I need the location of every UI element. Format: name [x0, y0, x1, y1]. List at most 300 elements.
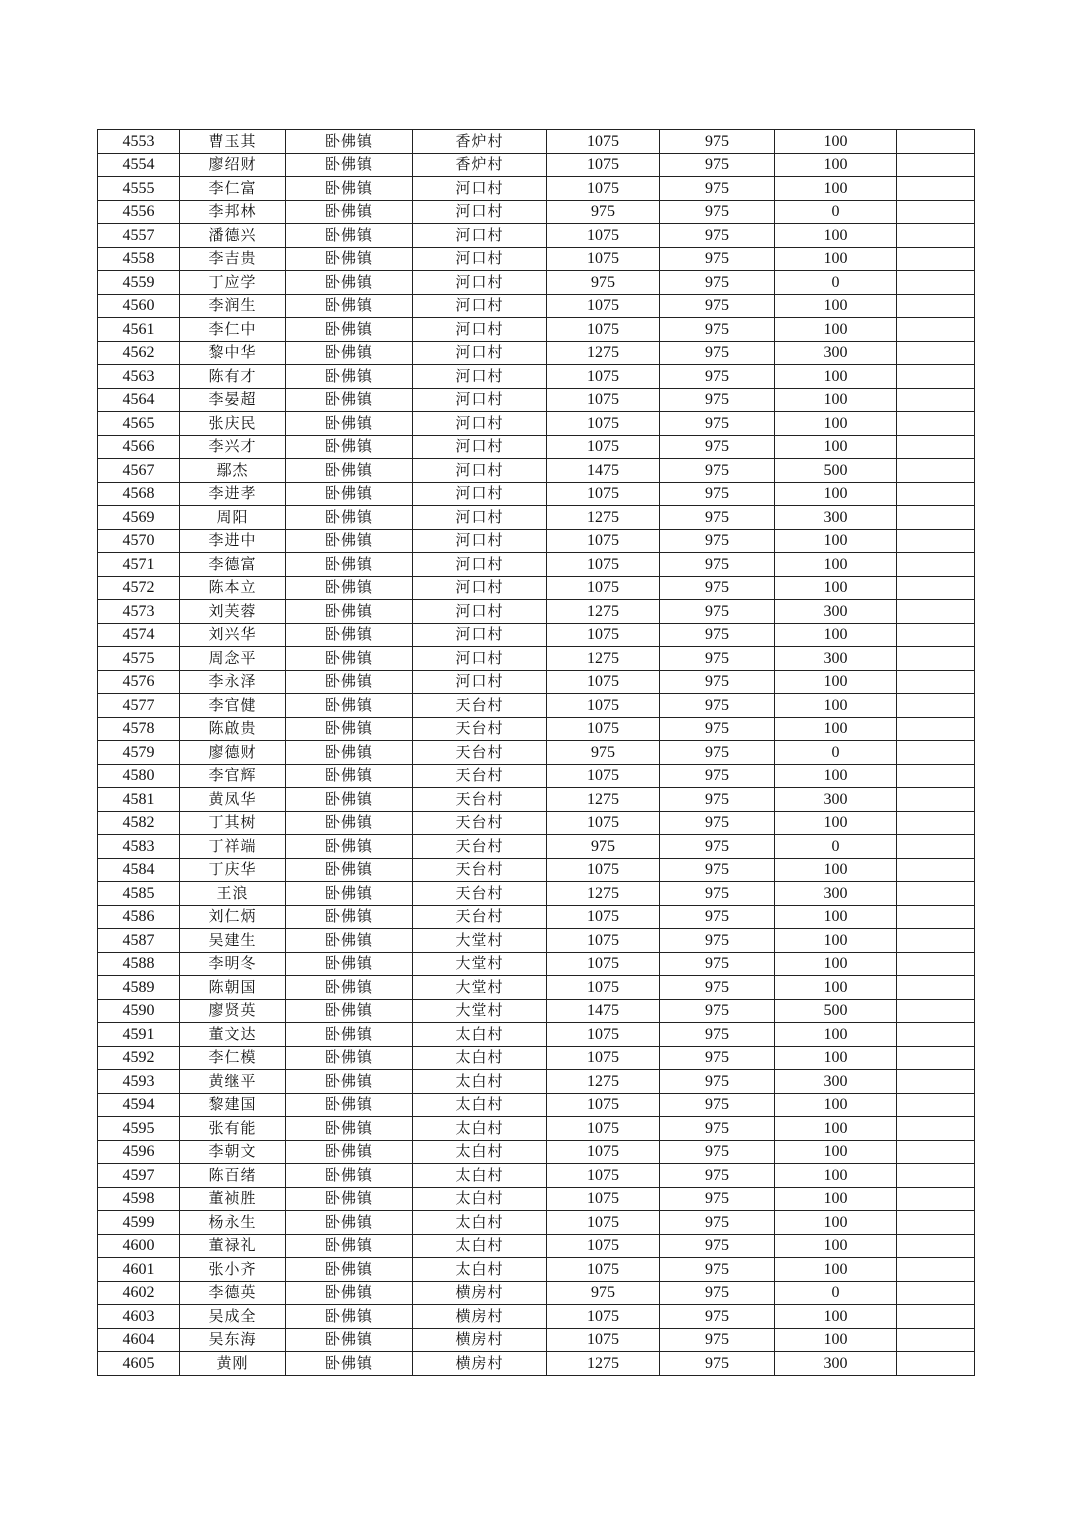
table-row — [98, 976, 975, 1000]
table-row — [98, 1281, 975, 1305]
amount-b-cell: 975 — [660, 1258, 775, 1282]
row-number-cell: 4603 — [98, 1305, 180, 1329]
name-cell: 李进中 — [180, 529, 286, 553]
village-cell: 天台村 — [413, 835, 547, 859]
difference-cell: 300 — [775, 1352, 897, 1376]
amount-b-cell: 975 — [660, 1187, 775, 1211]
row-number-cell: 4587 — [98, 929, 180, 953]
name-cell: 董禄礼 — [180, 1234, 286, 1258]
name-cell: 李德英 — [180, 1281, 286, 1305]
row-number-cell: 4601 — [98, 1258, 180, 1282]
row-number-cell: 4556 — [98, 200, 180, 224]
row-number-cell: 4559 — [98, 271, 180, 295]
remark-cell — [897, 1093, 975, 1117]
amount-a-cell: 1075 — [547, 576, 660, 600]
remark-cell — [897, 482, 975, 506]
amount-b-cell: 975 — [660, 788, 775, 812]
amount-b-cell: 975 — [660, 318, 775, 342]
row-number-cell: 4575 — [98, 647, 180, 671]
amount-b-cell: 975 — [660, 929, 775, 953]
town-cell: 卧佛镇 — [286, 623, 413, 647]
village-cell: 河口村 — [413, 506, 547, 530]
name-cell: 张有能 — [180, 1117, 286, 1141]
town-cell: 卧佛镇 — [286, 929, 413, 953]
amount-b-cell: 975 — [660, 435, 775, 459]
name-cell: 黄凤华 — [180, 788, 286, 812]
row-number-cell: 4590 — [98, 999, 180, 1023]
remark-cell — [897, 858, 975, 882]
village-cell: 太白村 — [413, 1023, 547, 1047]
table-row — [98, 1305, 975, 1329]
row-number-cell: 4600 — [98, 1234, 180, 1258]
village-cell: 太白村 — [413, 1187, 547, 1211]
amount-a-cell: 1075 — [547, 224, 660, 248]
town-cell: 卧佛镇 — [286, 858, 413, 882]
remark-cell — [897, 600, 975, 624]
table-row — [98, 1093, 975, 1117]
village-cell: 河口村 — [413, 482, 547, 506]
difference-cell: 100 — [775, 482, 897, 506]
amount-b-cell: 975 — [660, 647, 775, 671]
name-cell: 李晏超 — [180, 388, 286, 412]
row-number-cell: 4563 — [98, 365, 180, 389]
difference-cell: 100 — [775, 576, 897, 600]
difference-cell: 0 — [775, 200, 897, 224]
table-row — [98, 365, 975, 389]
amount-b-cell: 975 — [660, 200, 775, 224]
amount-a-cell: 1075 — [547, 1093, 660, 1117]
name-cell: 吴成全 — [180, 1305, 286, 1329]
town-cell: 卧佛镇 — [286, 717, 413, 741]
village-cell: 河口村 — [413, 459, 547, 483]
town-cell: 卧佛镇 — [286, 670, 413, 694]
row-number-cell: 4584 — [98, 858, 180, 882]
amount-b-cell: 975 — [660, 365, 775, 389]
amount-a-cell: 1075 — [547, 1046, 660, 1070]
amount-a-cell: 1075 — [547, 1187, 660, 1211]
amount-a-cell: 1475 — [547, 999, 660, 1023]
amount-b-cell: 975 — [660, 1305, 775, 1329]
amount-b-cell: 975 — [660, 717, 775, 741]
row-number-cell: 4579 — [98, 741, 180, 765]
village-cell: 河口村 — [413, 647, 547, 671]
name-cell: 张小齐 — [180, 1258, 286, 1282]
amount-b-cell: 975 — [660, 835, 775, 859]
town-cell: 卧佛镇 — [286, 341, 413, 365]
name-cell: 丁祥端 — [180, 835, 286, 859]
remark-cell — [897, 130, 975, 154]
village-cell: 河口村 — [413, 576, 547, 600]
roster-table — [97, 129, 975, 1376]
table-row — [98, 247, 975, 271]
difference-cell: 0 — [775, 271, 897, 295]
amount-b-cell: 975 — [660, 1234, 775, 1258]
row-number-cell: 4557 — [98, 224, 180, 248]
table-row — [98, 882, 975, 906]
name-cell: 董文达 — [180, 1023, 286, 1047]
row-number-cell: 4597 — [98, 1164, 180, 1188]
name-cell: 周念平 — [180, 647, 286, 671]
remark-cell — [897, 576, 975, 600]
village-cell: 太白村 — [413, 1117, 547, 1141]
town-cell: 卧佛镇 — [286, 694, 413, 718]
remark-cell — [897, 811, 975, 835]
remark-cell — [897, 1187, 975, 1211]
village-cell: 河口村 — [413, 365, 547, 389]
town-cell: 卧佛镇 — [286, 811, 413, 835]
row-number-cell: 4571 — [98, 553, 180, 577]
table-row — [98, 647, 975, 671]
row-number-cell: 4592 — [98, 1046, 180, 1070]
remark-cell — [897, 623, 975, 647]
row-number-cell: 4564 — [98, 388, 180, 412]
difference-cell: 300 — [775, 506, 897, 530]
remark-cell — [897, 224, 975, 248]
row-number-cell: 4570 — [98, 529, 180, 553]
amount-b-cell: 975 — [660, 271, 775, 295]
village-cell: 河口村 — [413, 529, 547, 553]
amount-a-cell: 1075 — [547, 929, 660, 953]
remark-cell — [897, 506, 975, 530]
town-cell: 卧佛镇 — [286, 1140, 413, 1164]
remark-cell — [897, 1258, 975, 1282]
amount-b-cell: 975 — [660, 741, 775, 765]
difference-cell: 300 — [775, 600, 897, 624]
name-cell: 李吉贵 — [180, 247, 286, 271]
table-row — [98, 459, 975, 483]
village-cell: 太白村 — [413, 1164, 547, 1188]
amount-b-cell: 975 — [660, 764, 775, 788]
village-cell: 河口村 — [413, 224, 547, 248]
village-cell: 横房村 — [413, 1352, 547, 1376]
difference-cell: 100 — [775, 670, 897, 694]
remark-cell — [897, 717, 975, 741]
amount-a-cell: 1075 — [547, 858, 660, 882]
name-cell: 黎建国 — [180, 1093, 286, 1117]
town-cell: 卧佛镇 — [286, 1046, 413, 1070]
table-row — [98, 905, 975, 929]
table-row — [98, 835, 975, 859]
amount-b-cell: 975 — [660, 1164, 775, 1188]
name-cell: 李润生 — [180, 294, 286, 318]
name-cell: 李仁模 — [180, 1046, 286, 1070]
amount-b-cell: 975 — [660, 882, 775, 906]
row-number-cell: 4580 — [98, 764, 180, 788]
table-row — [98, 999, 975, 1023]
row-number-cell: 4581 — [98, 788, 180, 812]
village-cell: 横房村 — [413, 1281, 547, 1305]
name-cell: 黄刚 — [180, 1352, 286, 1376]
name-cell: 黄继平 — [180, 1070, 286, 1094]
row-number-cell: 4574 — [98, 623, 180, 647]
amount-a-cell: 1075 — [547, 1023, 660, 1047]
town-cell: 卧佛镇 — [286, 224, 413, 248]
table-row — [98, 435, 975, 459]
remark-cell — [897, 318, 975, 342]
amount-a-cell: 1075 — [547, 623, 660, 647]
name-cell: 刘兴华 — [180, 623, 286, 647]
remark-cell — [897, 435, 975, 459]
name-cell: 黎中华 — [180, 341, 286, 365]
village-cell: 天台村 — [413, 788, 547, 812]
row-number-cell: 4576 — [98, 670, 180, 694]
village-cell: 太白村 — [413, 1211, 547, 1235]
town-cell: 卧佛镇 — [286, 976, 413, 1000]
town-cell: 卧佛镇 — [286, 200, 413, 224]
town-cell: 卧佛镇 — [286, 1093, 413, 1117]
table-row — [98, 858, 975, 882]
difference-cell: 100 — [775, 1093, 897, 1117]
difference-cell: 100 — [775, 1046, 897, 1070]
table-row — [98, 929, 975, 953]
town-cell: 卧佛镇 — [286, 1352, 413, 1376]
amount-b-cell: 975 — [660, 1046, 775, 1070]
village-cell: 横房村 — [413, 1305, 547, 1329]
remark-cell — [897, 1328, 975, 1352]
remark-cell — [897, 1305, 975, 1329]
name-cell: 李邦林 — [180, 200, 286, 224]
amount-a-cell: 1275 — [547, 1352, 660, 1376]
amount-a-cell: 1075 — [547, 388, 660, 412]
amount-b-cell: 975 — [660, 858, 775, 882]
table-row — [98, 1140, 975, 1164]
amount-b-cell: 975 — [660, 1211, 775, 1235]
amount-a-cell: 1075 — [547, 1140, 660, 1164]
town-cell: 卧佛镇 — [286, 435, 413, 459]
town-cell: 卧佛镇 — [286, 1164, 413, 1188]
remark-cell — [897, 741, 975, 765]
name-cell: 周阳 — [180, 506, 286, 530]
town-cell: 卧佛镇 — [286, 882, 413, 906]
name-cell: 李兴才 — [180, 435, 286, 459]
village-cell: 河口村 — [413, 341, 547, 365]
town-cell: 卧佛镇 — [286, 506, 413, 530]
town-cell: 卧佛镇 — [286, 153, 413, 177]
amount-b-cell: 975 — [660, 1281, 775, 1305]
village-cell: 河口村 — [413, 177, 547, 201]
table-row — [98, 318, 975, 342]
village-cell: 横房村 — [413, 1328, 547, 1352]
row-number-cell: 4583 — [98, 835, 180, 859]
row-number-cell: 4598 — [98, 1187, 180, 1211]
amount-b-cell: 975 — [660, 1023, 775, 1047]
amount-a-cell: 1275 — [547, 788, 660, 812]
table-row — [98, 788, 975, 812]
table-row — [98, 1117, 975, 1141]
remark-cell — [897, 835, 975, 859]
amount-a-cell: 1075 — [547, 811, 660, 835]
town-cell: 卧佛镇 — [286, 576, 413, 600]
town-cell: 卧佛镇 — [286, 388, 413, 412]
name-cell: 李官辉 — [180, 764, 286, 788]
table-row — [98, 1258, 975, 1282]
name-cell: 李仁富 — [180, 177, 286, 201]
amount-b-cell: 975 — [660, 811, 775, 835]
town-cell: 卧佛镇 — [286, 835, 413, 859]
table-row — [98, 388, 975, 412]
name-cell: 陈朝国 — [180, 976, 286, 1000]
row-number-cell: 4554 — [98, 153, 180, 177]
town-cell: 卧佛镇 — [286, 1258, 413, 1282]
difference-cell: 100 — [775, 694, 897, 718]
difference-cell: 100 — [775, 1187, 897, 1211]
difference-cell: 100 — [775, 294, 897, 318]
village-cell: 太白村 — [413, 1140, 547, 1164]
remark-cell — [897, 1117, 975, 1141]
village-cell: 天台村 — [413, 694, 547, 718]
amount-b-cell: 975 — [660, 576, 775, 600]
table-body — [98, 130, 975, 1376]
table-row — [98, 952, 975, 976]
remark-cell — [897, 976, 975, 1000]
table-row — [98, 1211, 975, 1235]
town-cell: 卧佛镇 — [286, 412, 413, 436]
town-cell: 卧佛镇 — [286, 1211, 413, 1235]
town-cell: 卧佛镇 — [286, 247, 413, 271]
name-cell: 李德富 — [180, 553, 286, 577]
village-cell: 天台村 — [413, 905, 547, 929]
table-row — [98, 271, 975, 295]
difference-cell: 100 — [775, 388, 897, 412]
village-cell: 香炉村 — [413, 153, 547, 177]
difference-cell: 100 — [775, 412, 897, 436]
name-cell: 丁其树 — [180, 811, 286, 835]
amount-b-cell: 975 — [660, 952, 775, 976]
amount-b-cell: 975 — [660, 529, 775, 553]
remark-cell — [897, 177, 975, 201]
remark-cell — [897, 459, 975, 483]
village-cell: 河口村 — [413, 435, 547, 459]
town-cell: 卧佛镇 — [286, 647, 413, 671]
name-cell: 李官健 — [180, 694, 286, 718]
village-cell: 太白村 — [413, 1070, 547, 1094]
row-number-cell: 4599 — [98, 1211, 180, 1235]
amount-b-cell: 975 — [660, 153, 775, 177]
amount-b-cell: 975 — [660, 1117, 775, 1141]
table-row — [98, 294, 975, 318]
difference-cell: 100 — [775, 952, 897, 976]
town-cell: 卧佛镇 — [286, 130, 413, 154]
amount-a-cell: 1275 — [547, 341, 660, 365]
table-row — [98, 1046, 975, 1070]
row-number-cell: 4586 — [98, 905, 180, 929]
amount-a-cell: 1075 — [547, 694, 660, 718]
remark-cell — [897, 1234, 975, 1258]
table-row — [98, 811, 975, 835]
amount-a-cell: 1075 — [547, 717, 660, 741]
difference-cell: 300 — [775, 647, 897, 671]
row-number-cell: 4568 — [98, 482, 180, 506]
difference-cell: 100 — [775, 153, 897, 177]
table-row — [98, 341, 975, 365]
difference-cell: 100 — [775, 435, 897, 459]
amount-a-cell: 975 — [547, 271, 660, 295]
village-cell: 河口村 — [413, 318, 547, 342]
row-number-cell: 4567 — [98, 459, 180, 483]
town-cell: 卧佛镇 — [286, 482, 413, 506]
remark-cell — [897, 1281, 975, 1305]
amount-a-cell: 1075 — [547, 1164, 660, 1188]
town-cell: 卧佛镇 — [286, 529, 413, 553]
amount-a-cell: 1075 — [547, 553, 660, 577]
name-cell: 刘仁炳 — [180, 905, 286, 929]
town-cell: 卧佛镇 — [286, 1070, 413, 1094]
table-row — [98, 1352, 975, 1376]
amount-a-cell: 1075 — [547, 412, 660, 436]
name-cell: 陈本立 — [180, 576, 286, 600]
amount-b-cell: 975 — [660, 388, 775, 412]
row-number-cell: 4588 — [98, 952, 180, 976]
town-cell: 卧佛镇 — [286, 365, 413, 389]
name-cell: 廖绍财 — [180, 153, 286, 177]
remark-cell — [897, 553, 975, 577]
amount-a-cell: 1075 — [547, 1211, 660, 1235]
row-number-cell: 4558 — [98, 247, 180, 271]
amount-b-cell: 975 — [660, 1140, 775, 1164]
amount-a-cell: 1075 — [547, 294, 660, 318]
amount-b-cell: 975 — [660, 247, 775, 271]
difference-cell: 500 — [775, 999, 897, 1023]
amount-b-cell: 975 — [660, 694, 775, 718]
difference-cell: 100 — [775, 529, 897, 553]
row-number-cell: 4595 — [98, 1117, 180, 1141]
row-number-cell: 4565 — [98, 412, 180, 436]
difference-cell: 100 — [775, 365, 897, 389]
difference-cell: 100 — [775, 224, 897, 248]
name-cell: 李仁中 — [180, 318, 286, 342]
difference-cell: 300 — [775, 1070, 897, 1094]
amount-b-cell: 975 — [660, 482, 775, 506]
amount-a-cell: 1275 — [547, 1070, 660, 1094]
amount-a-cell: 1075 — [547, 318, 660, 342]
row-number-cell: 4578 — [98, 717, 180, 741]
village-cell: 河口村 — [413, 247, 547, 271]
village-cell: 香炉村 — [413, 130, 547, 154]
table-row — [98, 1070, 975, 1094]
village-cell: 河口村 — [413, 600, 547, 624]
remark-cell — [897, 1023, 975, 1047]
table-row — [98, 1187, 975, 1211]
name-cell: 李明冬 — [180, 952, 286, 976]
village-cell: 河口村 — [413, 412, 547, 436]
town-cell: 卧佛镇 — [286, 788, 413, 812]
village-cell: 天台村 — [413, 858, 547, 882]
difference-cell: 100 — [775, 1023, 897, 1047]
amount-a-cell: 1075 — [547, 1328, 660, 1352]
town-cell: 卧佛镇 — [286, 905, 413, 929]
amount-a-cell: 1075 — [547, 529, 660, 553]
row-number-cell: 4596 — [98, 1140, 180, 1164]
difference-cell: 100 — [775, 318, 897, 342]
amount-a-cell: 1275 — [547, 647, 660, 671]
row-number-cell: 4560 — [98, 294, 180, 318]
village-cell: 天台村 — [413, 764, 547, 788]
difference-cell: 100 — [775, 247, 897, 271]
table-row — [98, 200, 975, 224]
town-cell: 卧佛镇 — [286, 271, 413, 295]
amount-a-cell: 975 — [547, 835, 660, 859]
amount-b-cell: 975 — [660, 341, 775, 365]
difference-cell: 0 — [775, 741, 897, 765]
amount-a-cell: 1075 — [547, 365, 660, 389]
village-cell: 河口村 — [413, 670, 547, 694]
table-row — [98, 1234, 975, 1258]
village-cell: 太白村 — [413, 1258, 547, 1282]
town-cell: 卧佛镇 — [286, 764, 413, 788]
town-cell: 卧佛镇 — [286, 177, 413, 201]
difference-cell: 100 — [775, 905, 897, 929]
amount-b-cell: 975 — [660, 623, 775, 647]
